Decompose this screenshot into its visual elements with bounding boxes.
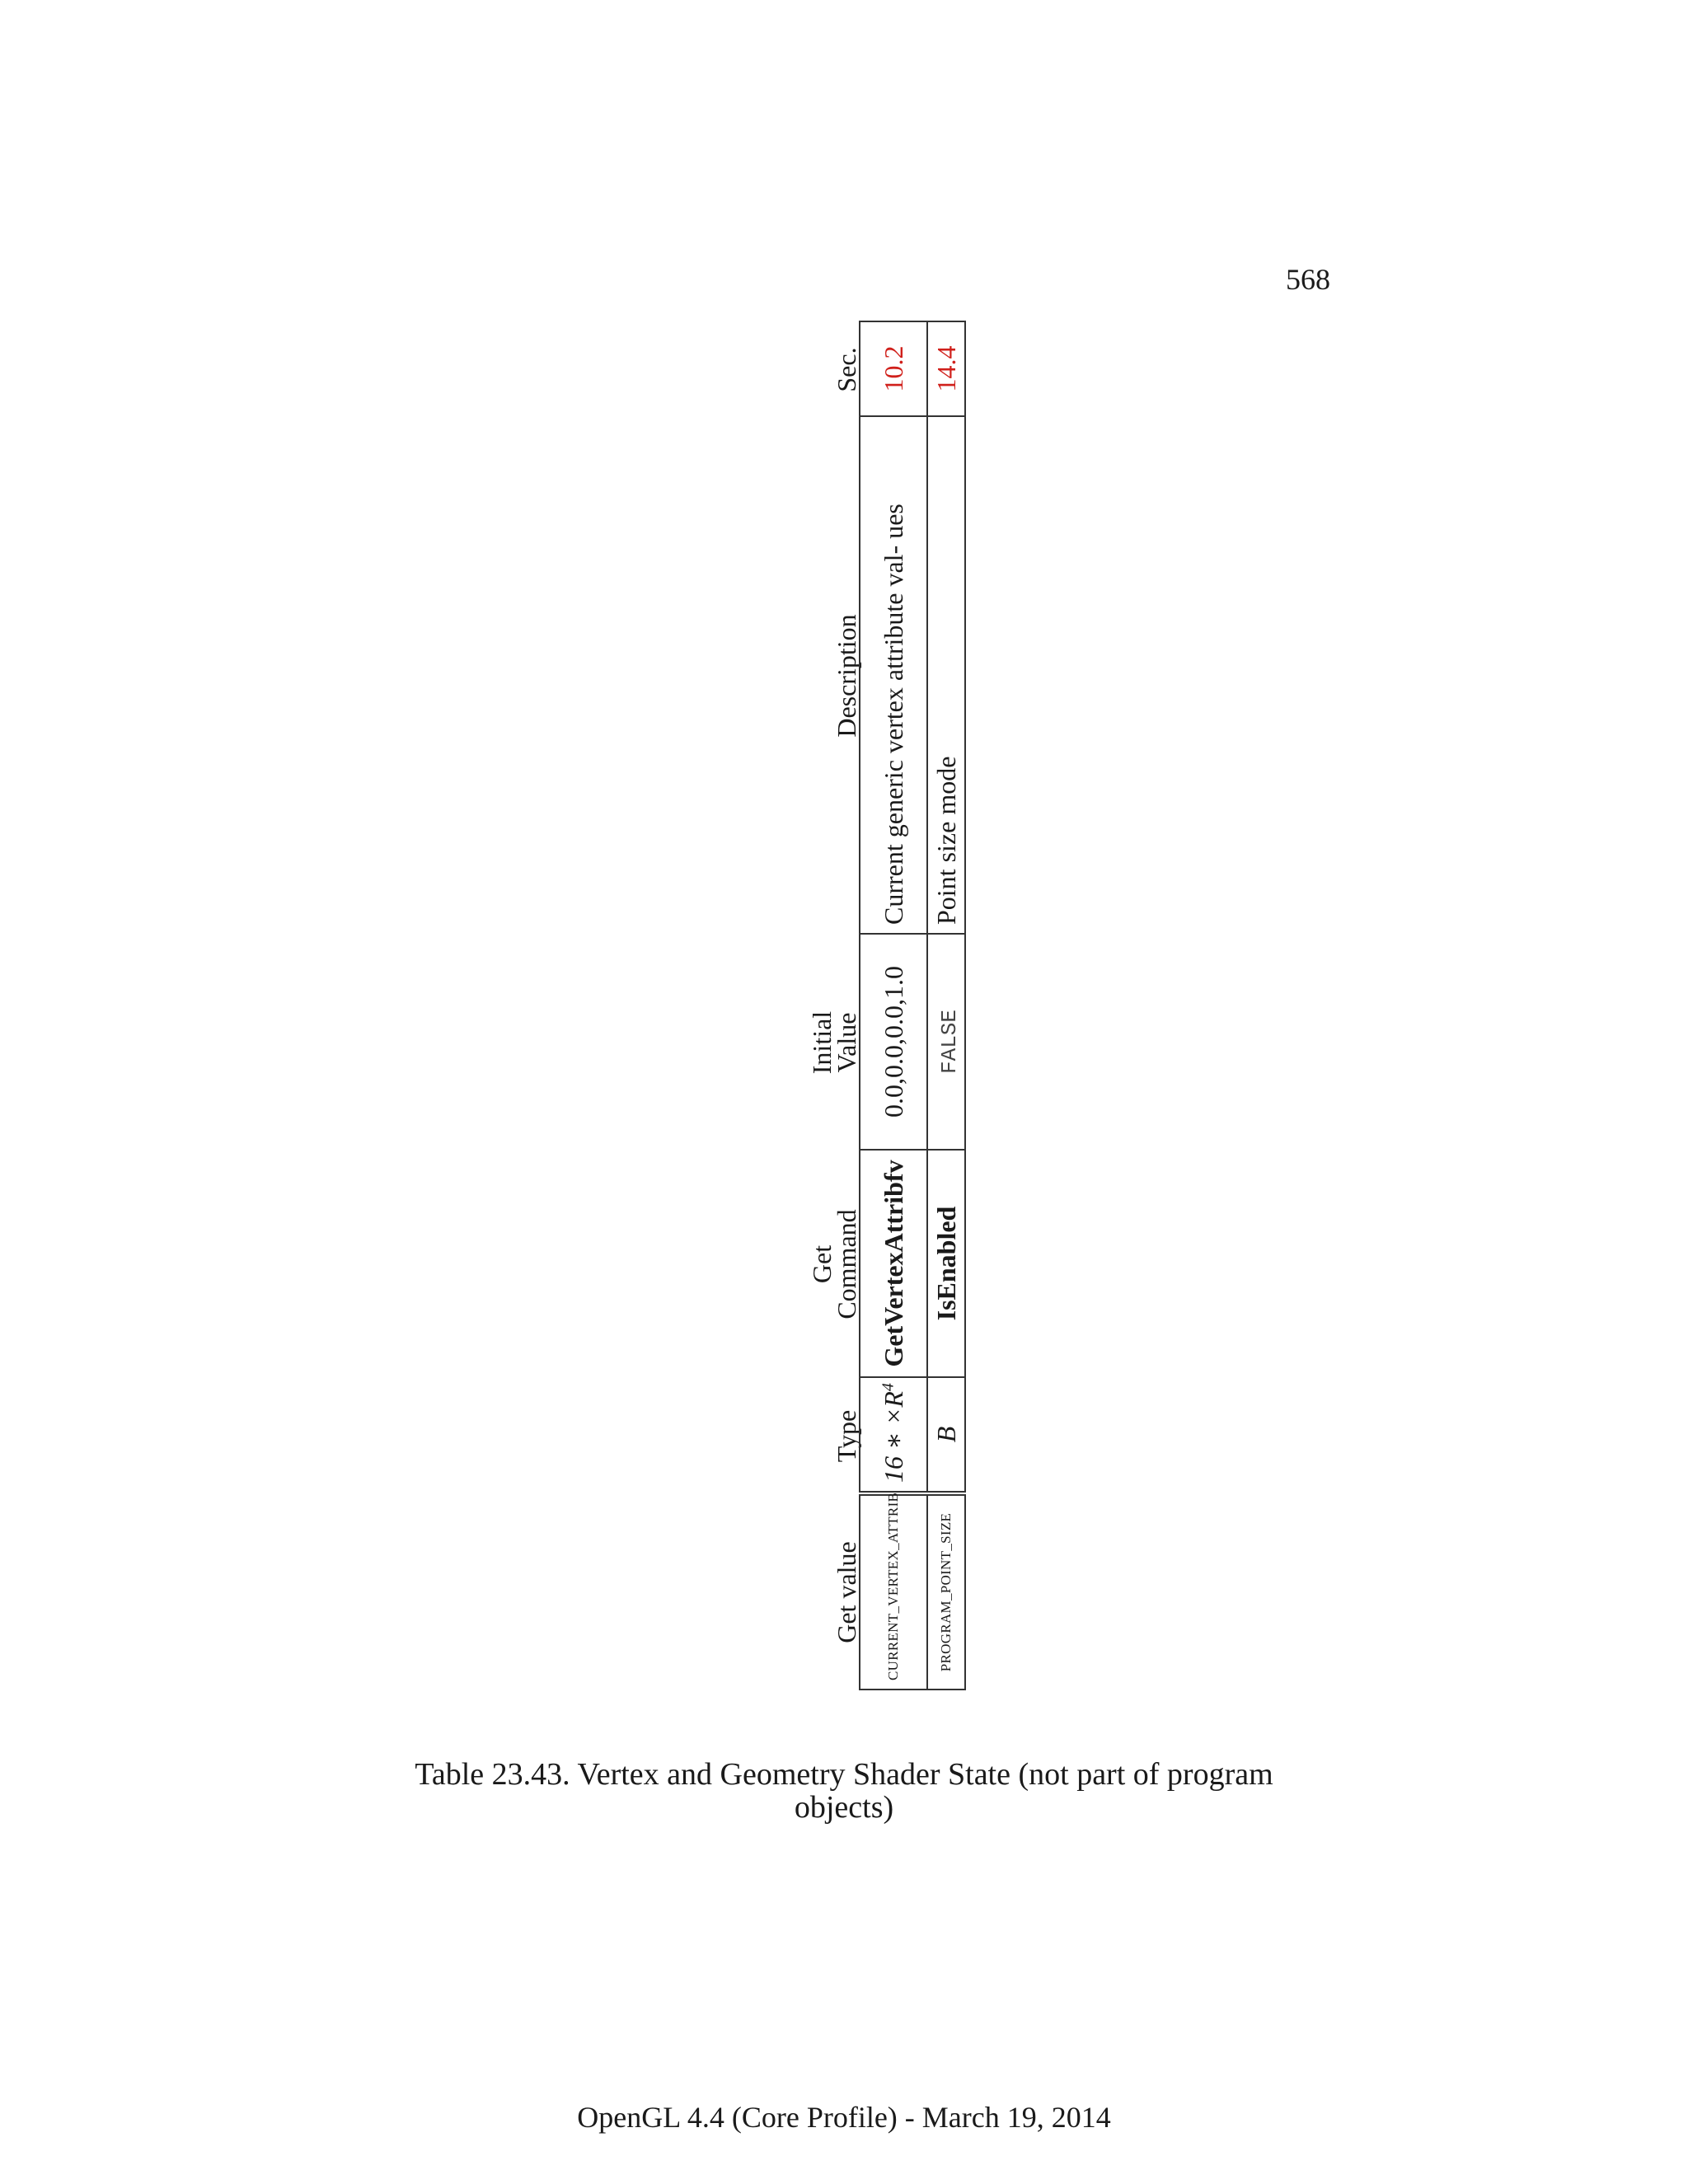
header-get-value: Get value bbox=[832, 1541, 861, 1643]
header-get-command-line2: Command bbox=[832, 1209, 861, 1319]
cell-type bbox=[927, 1377, 965, 1493]
table-row bbox=[860, 321, 927, 1690]
cell-type bbox=[860, 1377, 927, 1493]
header-initial-value-line2: Value bbox=[832, 1012, 861, 1073]
header-initial-value-line1: Initial bbox=[807, 1010, 837, 1075]
header-sec: Sec. bbox=[832, 347, 861, 392]
header-initial-value bbox=[809, 935, 859, 1151]
header-type: Type bbox=[832, 1409, 861, 1463]
initial-value-mono: FALSE bbox=[936, 1010, 962, 1075]
cell-get-value: PROGRAM_POINT_SIZE bbox=[927, 1493, 965, 1690]
cell-get-command: GetVertexAttribfv bbox=[860, 1150, 927, 1377]
section-link[interactable]: 10.2 bbox=[878, 345, 908, 392]
table-row bbox=[927, 321, 965, 1690]
table-caption: Table 23.43. Vertex and Geometry Shader State (not part of program objects) bbox=[415, 1757, 1273, 1825]
page-number: 568 bbox=[1286, 263, 1330, 296]
cell-type-base: B bbox=[931, 1426, 961, 1443]
section-link[interactable]: 14.4 bbox=[931, 345, 961, 392]
cell-sec bbox=[860, 321, 927, 416]
state-table-rotated bbox=[807, 322, 962, 1690]
page-footer: OpenGL 4.4 (Core Profile) - March 19, 2014 bbox=[577, 2101, 1111, 2134]
header-description: Description bbox=[832, 614, 861, 738]
state-table bbox=[859, 321, 966, 1690]
header-get-command bbox=[809, 1151, 859, 1378]
cell-type-base: 16 ∗ ×R bbox=[879, 1391, 908, 1483]
cell-description: Point size mode bbox=[927, 416, 965, 934]
cell-initial-value bbox=[927, 934, 965, 1150]
cell-sec bbox=[927, 321, 965, 416]
header-get-command-line1: Get bbox=[807, 1244, 837, 1284]
cell-get-command: IsEnabled bbox=[927, 1150, 965, 1377]
cell-description: Current generic vertex attribute val- ues bbox=[860, 416, 927, 934]
table-header-row bbox=[807, 322, 861, 1690]
cell-type-sup: 4 bbox=[879, 1383, 898, 1392]
cell-initial-value: 0.0,0.0,0.0,1.0 bbox=[860, 934, 927, 1150]
cell-get-value: CURRENT_VERTEX_ATTRIB bbox=[860, 1493, 927, 1690]
